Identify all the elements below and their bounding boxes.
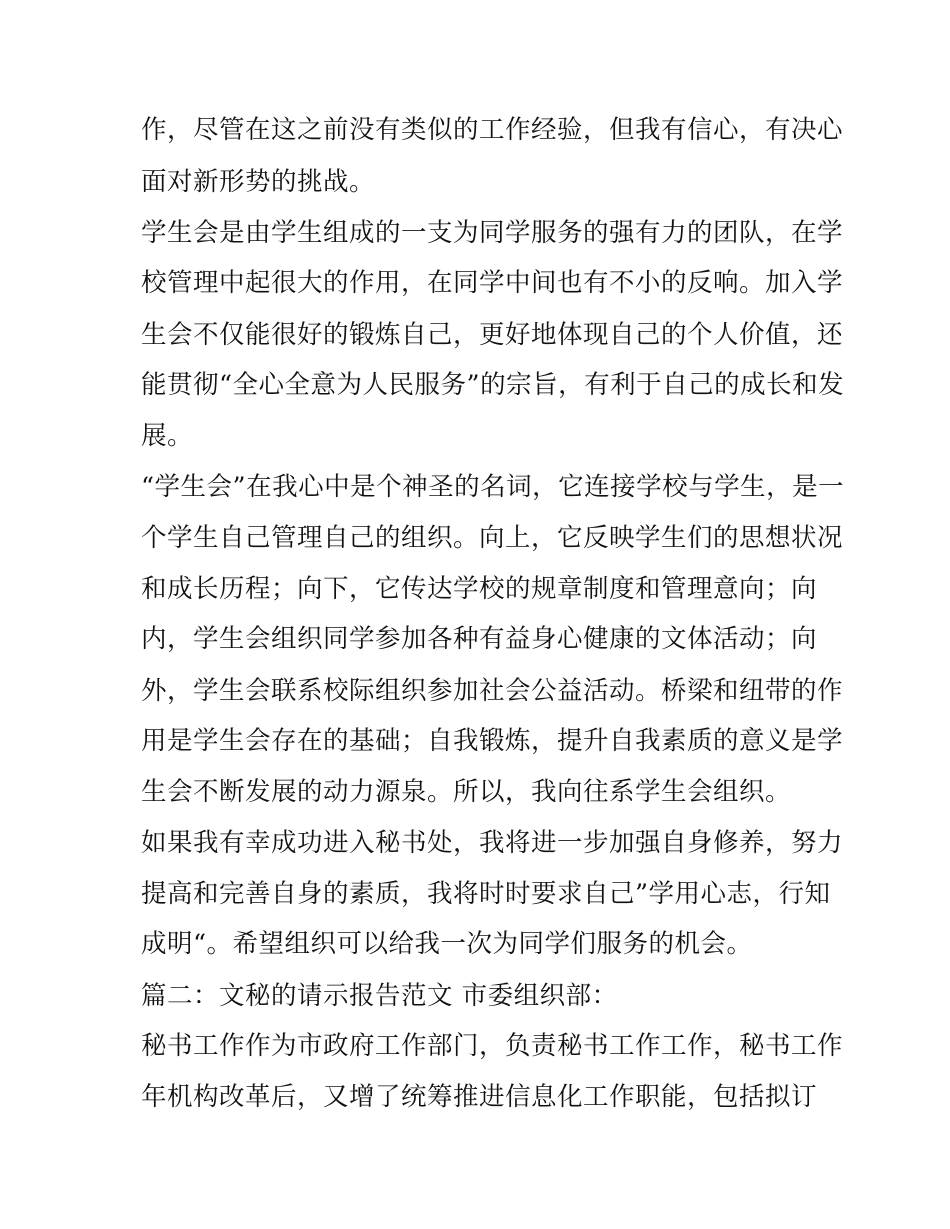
text-line: 成明“。希望组织可以给我一次为同学们服务的机会。 — [141, 929, 753, 959]
text-line: 外，学生会联系校际组织参加社会公益活动。桥梁和纽带的作 — [141, 676, 844, 706]
text-line: 面对新形势的挑战。 — [141, 167, 376, 197]
text-line: 校管理中起很大的作用，在同学中间也有不小的反响。加入学 — [141, 268, 844, 298]
text-line: 和成长历程；向下，它传达学校的规章制度和管理意向；向 — [141, 574, 818, 604]
text-line: 秘书工作作为市政府工作部门，负责秘书工作工作，秘书工作 — [141, 1031, 844, 1061]
text-line: 内，学生会组织同学参加各种有益身心健康的文体活动；向 — [141, 624, 818, 654]
text-line: 提高和完善自身的素质，我将时时要求自己”学用心志，行知 — [141, 879, 831, 909]
text-line: 用是学生会存在的基础；自我锻炼，提升自我素质的意义是学 — [141, 726, 844, 756]
text-line: 年机构改革后，又增了统筹推进信息化工作职能，包括拟订 — [141, 1082, 818, 1112]
text-line: 生会不断发展的动力源泉。所以，我向往系学生会组织。 — [141, 777, 792, 807]
text-line: “学生会”在我心中是个神圣的名词，它连接学校与学生，是一 — [141, 472, 845, 502]
text-line: 能贯彻“全心全意为人民服务”的宗旨，有利于自己的成长和发 — [141, 370, 845, 400]
text-line: 作，尽管在这之前没有类似的工作经验，但我有信心，有决心 — [141, 115, 844, 145]
text-line: 如果我有幸成功进入秘书处，我将进一步加强自身修养，努力 — [141, 828, 844, 858]
text-line: 个学生自己管理自己的组织。向上，它反映学生们的思想状况 — [141, 523, 844, 553]
text-line: 学生会是由学生组成的一支为同学服务的强有力的团队，在学 — [141, 218, 844, 248]
section-heading: 篇二：文秘的请示报告范文 市委组织部： — [141, 981, 618, 1011]
text-line: 展。 — [141, 421, 194, 451]
text-line: 生会不仅能很好的锻炼自己，更好地体现自己的个人价值，还 — [141, 320, 844, 350]
